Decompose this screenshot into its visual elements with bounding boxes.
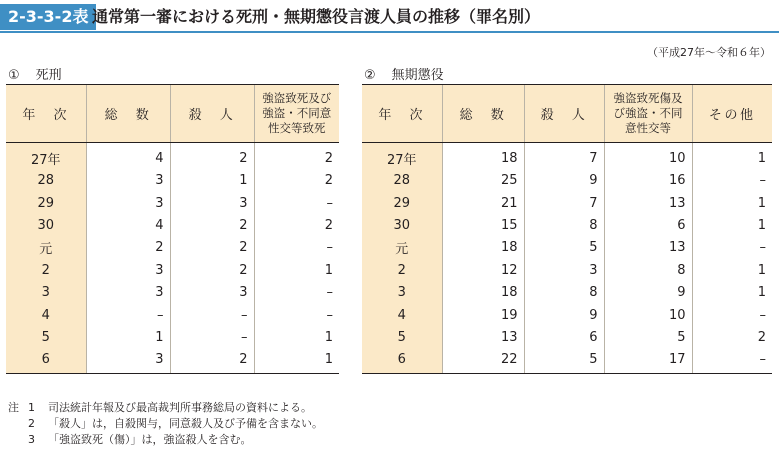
value-cell: 8 bbox=[524, 214, 604, 236]
col-header-year: 年 次 bbox=[362, 85, 442, 143]
value-cell: 3 bbox=[86, 259, 170, 281]
table1-name: 死刑 bbox=[35, 68, 62, 83]
value-cell: 3 bbox=[524, 259, 604, 281]
value-cell: 1 bbox=[692, 192, 772, 214]
footnote-text: 「強盗致死（傷）」は，強盗殺人を含む。 bbox=[48, 433, 252, 446]
value-cell: 2 bbox=[254, 214, 339, 236]
table-row bbox=[362, 170, 772, 192]
year-cell: 27年 bbox=[362, 143, 442, 170]
value-cell: 3 bbox=[170, 281, 254, 303]
table-row bbox=[362, 143, 772, 170]
table-row bbox=[6, 170, 339, 192]
table-row bbox=[362, 304, 772, 326]
value-cell: 13 bbox=[442, 326, 524, 348]
value-cell: 1 bbox=[86, 326, 170, 348]
year-cell: 元 bbox=[362, 237, 442, 259]
value-cell: 2 bbox=[170, 349, 254, 374]
footnote-index: 2 bbox=[28, 417, 35, 430]
value-cell: 17 bbox=[604, 349, 692, 374]
footnote-2 bbox=[8, 416, 323, 432]
year-cell: 3 bbox=[6, 281, 86, 303]
value-cell: 12 bbox=[442, 259, 524, 281]
table-row bbox=[6, 237, 339, 259]
footnote-1 bbox=[8, 400, 323, 416]
year-cell: 2 bbox=[6, 259, 86, 281]
title-underline bbox=[0, 31, 779, 33]
year-cell: 29 bbox=[6, 192, 86, 214]
period-label: （平成27年～令和６年） bbox=[647, 46, 771, 59]
value-cell: – bbox=[692, 237, 772, 259]
value-cell: 5 bbox=[604, 326, 692, 348]
value-cell: – bbox=[692, 304, 772, 326]
table-row bbox=[362, 281, 772, 303]
value-cell: 15 bbox=[442, 214, 524, 236]
table-row bbox=[6, 326, 339, 348]
table-row bbox=[362, 237, 772, 259]
value-cell: 7 bbox=[524, 143, 604, 170]
table1-subheading bbox=[8, 64, 62, 83]
value-cell: – bbox=[692, 170, 772, 192]
year-cell: 4 bbox=[362, 304, 442, 326]
table-row bbox=[6, 304, 339, 326]
value-cell: 4 bbox=[86, 214, 170, 236]
year-cell: 5 bbox=[362, 326, 442, 348]
value-cell: 25 bbox=[442, 170, 524, 192]
table2-subheading bbox=[364, 64, 444, 83]
table-row bbox=[6, 349, 339, 374]
footnote-3 bbox=[8, 432, 323, 448]
value-cell: 2 bbox=[170, 214, 254, 236]
value-cell: 2 bbox=[170, 237, 254, 259]
table-row bbox=[362, 214, 772, 236]
footnotes bbox=[8, 400, 323, 448]
value-cell: 7 bbox=[524, 192, 604, 214]
value-cell: 1 bbox=[170, 170, 254, 192]
value-cell: 18 bbox=[442, 237, 524, 259]
table2-name: 無期懲役 bbox=[391, 68, 444, 83]
value-cell: 1 bbox=[692, 143, 772, 170]
value-cell: 2 bbox=[254, 143, 339, 170]
value-cell: 2 bbox=[86, 237, 170, 259]
col-header-year: 年 次 bbox=[6, 85, 86, 143]
value-cell: 3 bbox=[86, 192, 170, 214]
value-cell: 9 bbox=[524, 170, 604, 192]
table-row bbox=[362, 349, 772, 374]
year-cell: 4 bbox=[6, 304, 86, 326]
footnote-text: 「殺人」は，自殺関与，同意殺人及び予備を含まない。 bbox=[48, 417, 323, 430]
value-cell: 4 bbox=[86, 143, 170, 170]
year-cell: 27年 bbox=[6, 143, 86, 170]
year-cell: 30 bbox=[362, 214, 442, 236]
col-header-murder: 殺 人 bbox=[524, 85, 604, 143]
table-row bbox=[6, 281, 339, 303]
year-cell: 3 bbox=[362, 281, 442, 303]
value-cell: – bbox=[254, 281, 339, 303]
value-cell: 16 bbox=[604, 170, 692, 192]
value-cell: 1 bbox=[254, 349, 339, 374]
value-cell: 18 bbox=[442, 143, 524, 170]
footnote-index: 1 bbox=[28, 401, 35, 414]
table-row bbox=[362, 259, 772, 281]
value-cell: 13 bbox=[604, 237, 692, 259]
col-header-murder: 殺 人 bbox=[170, 85, 254, 143]
value-cell: 2 bbox=[170, 259, 254, 281]
value-cell: 18 bbox=[442, 281, 524, 303]
table-row bbox=[6, 259, 339, 281]
table-header-row bbox=[362, 85, 772, 143]
value-cell: 2 bbox=[254, 170, 339, 192]
value-cell: – bbox=[692, 349, 772, 374]
value-cell: 1 bbox=[692, 214, 772, 236]
year-cell: 元 bbox=[6, 237, 86, 259]
table2-body bbox=[362, 143, 772, 374]
table-row bbox=[362, 326, 772, 348]
value-cell: 8 bbox=[604, 259, 692, 281]
table-row bbox=[6, 192, 339, 214]
table-row bbox=[6, 143, 339, 170]
year-cell: 2 bbox=[362, 259, 442, 281]
value-cell: 1 bbox=[692, 259, 772, 281]
value-cell: – bbox=[254, 237, 339, 259]
value-cell: – bbox=[254, 304, 339, 326]
value-cell: 3 bbox=[86, 349, 170, 374]
table2-number: ② bbox=[364, 68, 376, 83]
life-imprisonment-table bbox=[362, 84, 772, 374]
year-cell: 6 bbox=[362, 349, 442, 374]
value-cell: 3 bbox=[86, 281, 170, 303]
table-header-row bbox=[6, 85, 339, 143]
value-cell: – bbox=[170, 304, 254, 326]
year-cell: 6 bbox=[6, 349, 86, 374]
value-cell: 21 bbox=[442, 192, 524, 214]
col-header-total: 総 数 bbox=[86, 85, 170, 143]
value-cell: 1 bbox=[692, 281, 772, 303]
value-cell: 1 bbox=[254, 326, 339, 348]
value-cell: 10 bbox=[604, 304, 692, 326]
value-cell: 9 bbox=[524, 304, 604, 326]
death-penalty-table bbox=[6, 84, 339, 374]
value-cell: 13 bbox=[604, 192, 692, 214]
year-cell: 29 bbox=[362, 192, 442, 214]
col-header-robbery-injury: 強盗致死傷及び強盗・不同意性交等 bbox=[604, 85, 692, 143]
col-header-total: 総 数 bbox=[442, 85, 524, 143]
page-title: 通常第一審における死刑・無期懲役言渡人員の推移（罪名別） bbox=[92, 7, 541, 26]
table-row bbox=[6, 214, 339, 236]
value-cell: – bbox=[254, 192, 339, 214]
year-cell: 28 bbox=[6, 170, 86, 192]
value-cell: 5 bbox=[524, 237, 604, 259]
table1-number: ① bbox=[8, 68, 20, 83]
footnote-index: 3 bbox=[28, 433, 35, 446]
value-cell: 10 bbox=[604, 143, 692, 170]
value-cell: 6 bbox=[604, 214, 692, 236]
table-row bbox=[362, 192, 772, 214]
table1-body bbox=[6, 143, 339, 374]
year-cell: 5 bbox=[6, 326, 86, 348]
value-cell: 22 bbox=[442, 349, 524, 374]
col-header-other: その他 bbox=[692, 85, 772, 143]
value-cell: 1 bbox=[254, 259, 339, 281]
value-cell: 9 bbox=[604, 281, 692, 303]
value-cell: 5 bbox=[524, 349, 604, 374]
value-cell: 2 bbox=[170, 143, 254, 170]
year-cell: 30 bbox=[6, 214, 86, 236]
value-cell: 3 bbox=[86, 170, 170, 192]
value-cell: 8 bbox=[524, 281, 604, 303]
value-cell: 2 bbox=[692, 326, 772, 348]
year-cell: 28 bbox=[362, 170, 442, 192]
footnote-text: 司法統計年報及び最高裁判所事務総局の資料による。 bbox=[48, 401, 312, 414]
table-number-badge: 2-3-3-2表 bbox=[0, 4, 96, 30]
value-cell: – bbox=[86, 304, 170, 326]
value-cell: 6 bbox=[524, 326, 604, 348]
title-bar bbox=[0, 0, 779, 34]
value-cell: – bbox=[170, 326, 254, 348]
footnote-lead: 注 bbox=[8, 401, 19, 414]
col-header-robbery-death: 強盗致死及び強盗・不同意性交等致死 bbox=[254, 85, 339, 143]
value-cell: 19 bbox=[442, 304, 524, 326]
value-cell: 3 bbox=[170, 192, 254, 214]
